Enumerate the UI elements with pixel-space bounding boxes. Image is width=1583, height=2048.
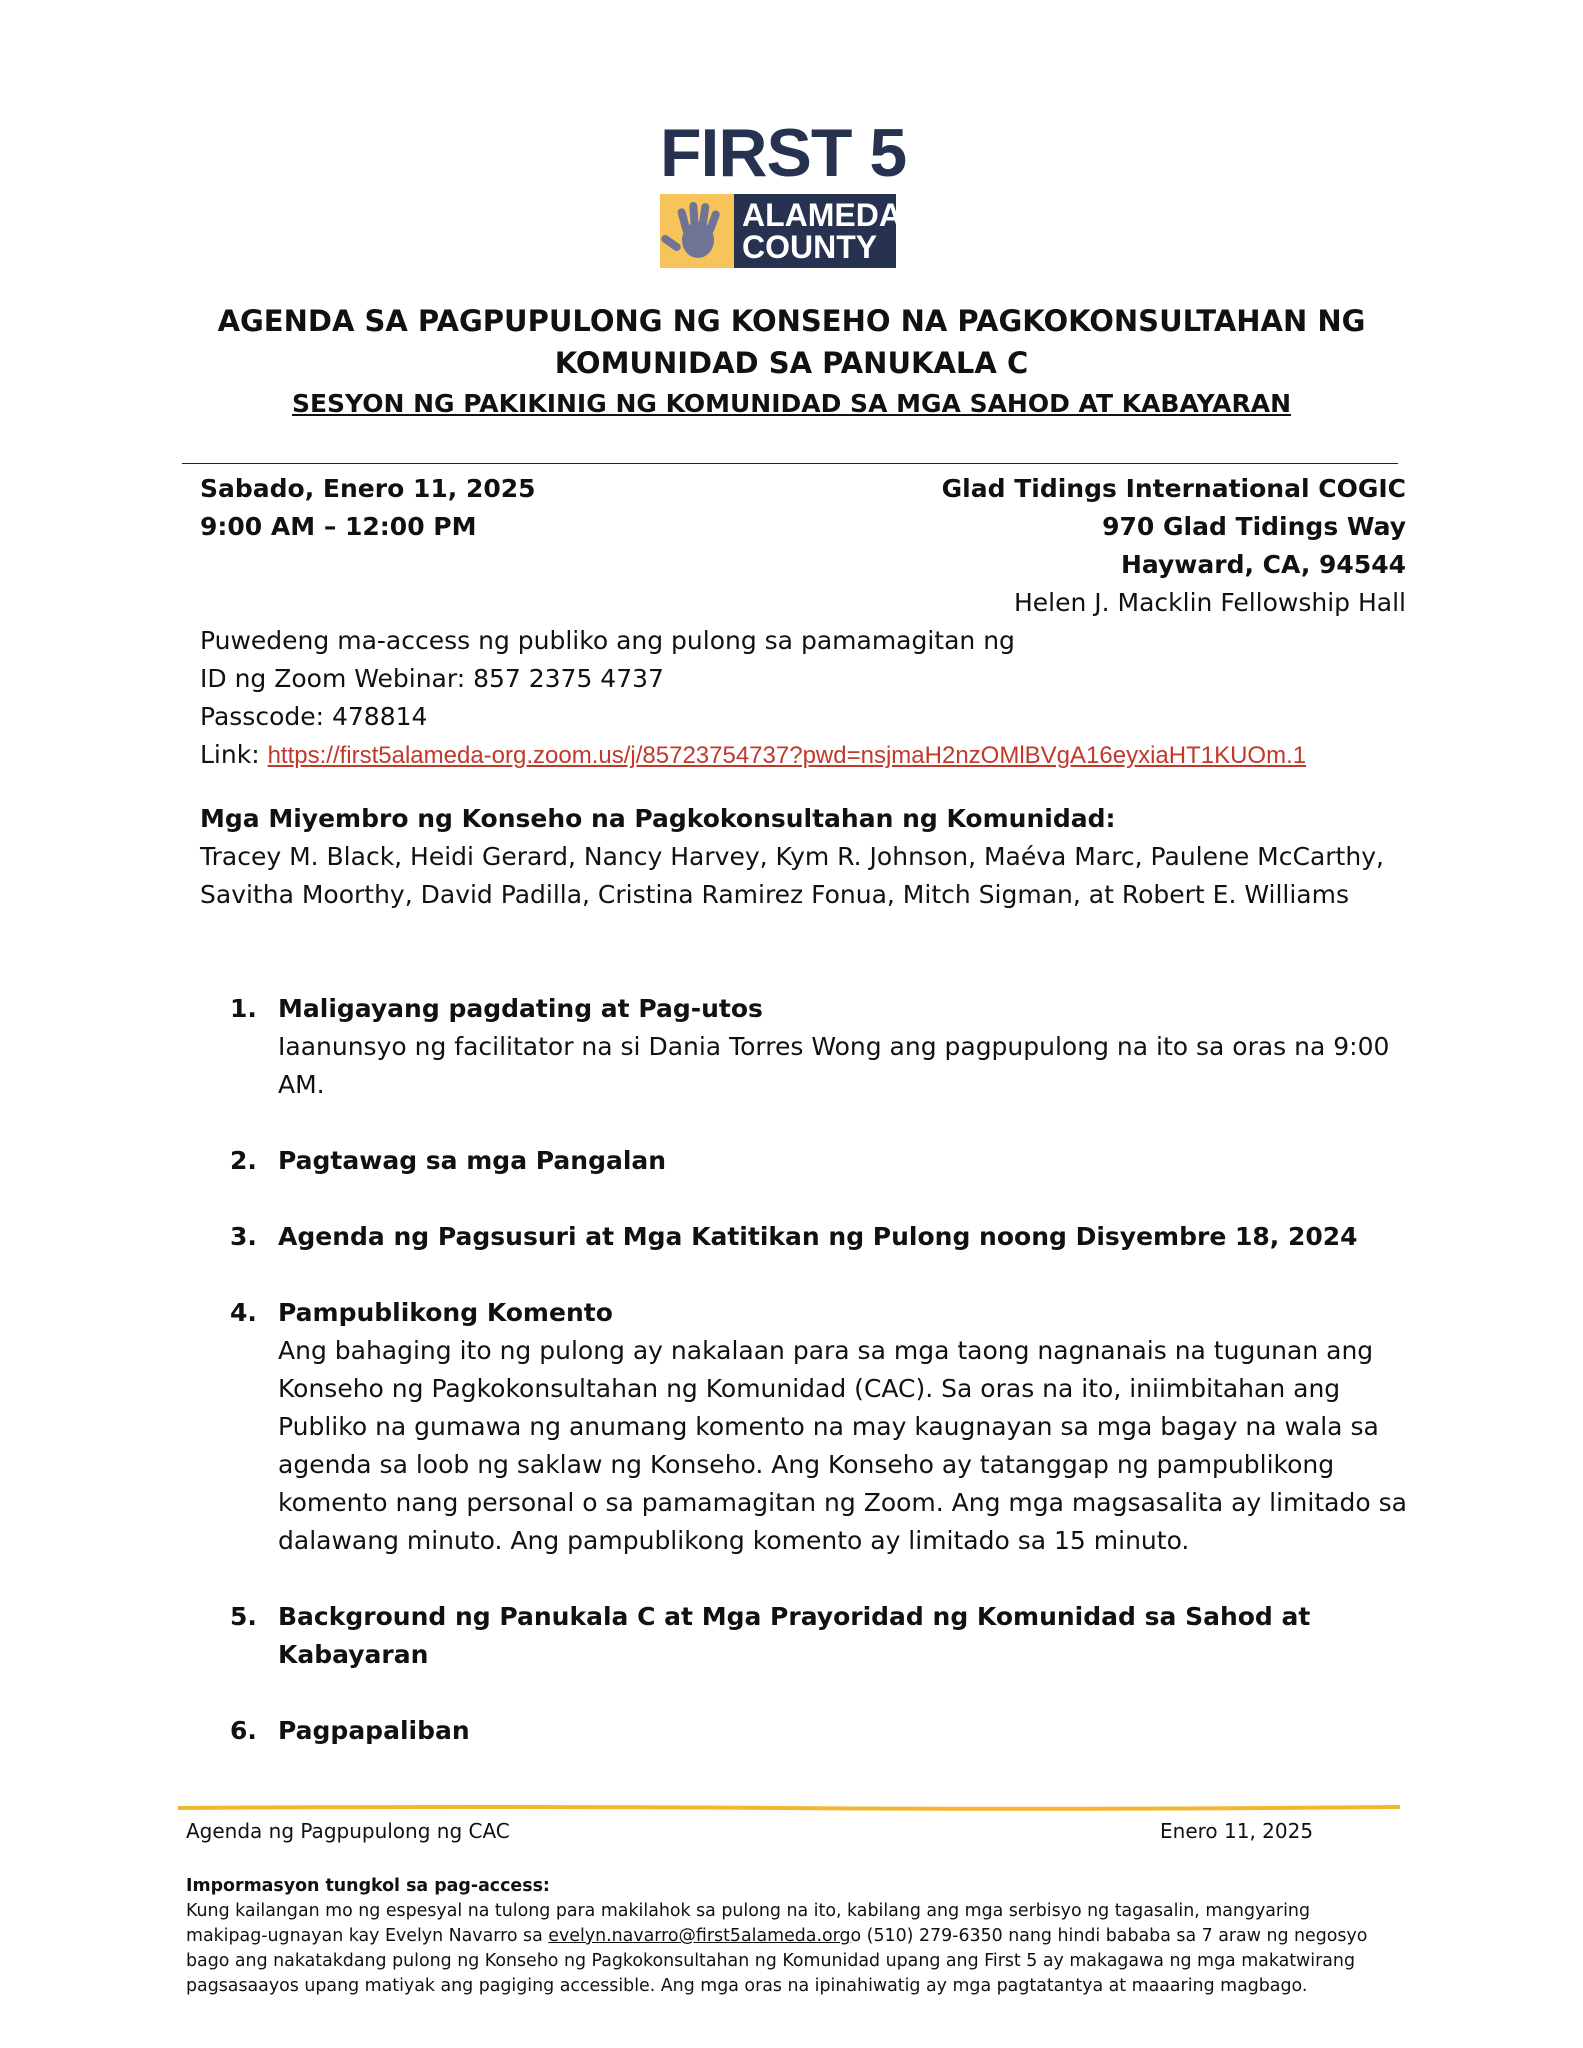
zoom-webinar-id: ID ng Zoom Webinar: 857 2375 4737 [200,664,664,693]
logo-alameda-text: ALAMEDA [742,197,902,233]
agenda-item-number: 4. [230,1298,257,1327]
agenda-item-title: Maligayang pagdating at Pag-utos [278,994,763,1023]
contact-email-link[interactable]: evelyn.navarro@first5alameda.org [548,1926,851,1946]
members-heading: Mga Miyembro ng Konseho na Pagkokonsultahan ng Komunidad: [200,804,1116,833]
members-names: Tracey M. Black, Heidi Gerard, Nancy Harvey, Kym R. Johnson, Maéva Marc, Paulene McCarthy, Savitha Moorthy, David Padilla, Cristina Ramirez Fonua, Mitch Sigman, at Robert E. Williams [200,842,1384,909]
accessibility-note [186,1874,1386,1999]
agenda-item-description: Iaanunsyo ng facilitator na si Dania Torres Wong ang pagpupulong na ito sa oras na 9:00 AM. [278,1032,1390,1099]
agenda-item-description: Ang bahaging ito ng pulong ay nakalaan para sa mga taong nagnanais na tugunan ang Konseho ng Pagkokonsultahan ng Komunidad (CAC). Sa oras na ito, iniimbitahan ang Publiko na gumawa ng anumang komento na may kaugnayan sa mga bagay na wala sa agenda sa loob ng saklaw ng Konseho. Ang Konseho ay tatanggap ng pampublikong komento nang personal o sa pamamagitan ng Zoom. Ang mga magsasalita ay limitado sa dalawang minuto. Ang pampublikong komento ay limitado sa 15 minuto. [278,1336,1407,1555]
agenda-item-number: 6. [230,1716,257,1745]
agenda-item-number: 2. [230,1146,257,1175]
hand-icon [660,194,734,268]
meeting-location [942,470,1406,622]
agenda-item-title: Agenda ng Pagsusuri at Mga Katitikan ng Pulong noong Disyembre 18, 2024 [278,1222,1358,1251]
agenda-item [230,1712,1410,1750]
agenda-item-number: 1. [230,994,257,1023]
logo-county-text: COUNTY [742,229,878,265]
agenda-item-number: 5. [230,1602,257,1631]
accessibility-text-after: o (510) 279-6350 nang hindi bababa sa 7 araw ng negosyo bago ang nakatakdang pulong ng Konseho ng Pagkokonsultahan ng Komunidad upang ang First 5 ay makagawa ng mga makatwirang pagsasaayos upang matiyak ang pagiging accessible. Ang mga oras na ipinahiwatig ay mga pagtatantya at maaaring magbago. [186,1926,1368,1996]
agenda-item [230,1142,1410,1180]
venue-city: Hayward, CA, 94544 [1120,550,1406,579]
agenda-item-title: Pagpapaliban [278,1716,470,1745]
zoom-passcode: Passcode: 478814 [200,702,428,731]
zoom-link-row [200,736,1306,775]
zoom-link[interactable]: https://first5alameda-org.zoom.us/j/85723754737?pwd=nsjmaH2nzOMlBVgA16eyxiaHT1KUOm.1 [267,742,1307,769]
agenda-item-title: Pampublikong Komento [278,1298,613,1327]
venue-hall: Helen J. Macklin Fellowship Hall [1013,588,1406,617]
footer-doc-date: Enero 11, 2025 [1160,1819,1314,1843]
agenda-item-title: Background ng Panukala C at Mga Prayoridad ng Komunidad sa Sahod at Kabayaran [278,1602,1311,1669]
agenda-item-title: Pagtawag sa mga Pangalan [278,1146,667,1175]
meeting-datetime [200,470,536,546]
accessibility-text-before: Kung kailangan mo ng espesyal na tulong para makilahok sa pulong na ito, kabilang ang mga serbisyo ng tagasalin, mangyaring makipag-ugnayan kay Evelyn Navarro sa [186,1901,1310,1946]
footer-divider [178,1805,1400,1811]
header-divider [182,463,1398,464]
council-members [200,800,1410,914]
first5-logo [660,115,907,268]
agenda-item-number: 3. [230,1222,257,1251]
meeting-date: Sabado, Enero 11, 2025 [200,474,536,503]
agenda-item [230,1598,1410,1674]
agenda-item [230,1218,1410,1256]
agenda-item [230,1294,1410,1560]
venue-street: 970 Glad Tidings Way [1102,512,1406,541]
page-subtitle: SESYON NG PAKIKINIG NG KOMUNIDAD SA MGA SAHOD AT KABAYARAN [291,389,1292,418]
access-intro: Puwedeng ma-access ng publiko ang pulong sa pamamagitan ng [200,626,1015,655]
accessibility-heading: Impormasyon tungkol sa pag-access: [186,1876,550,1896]
meeting-time: 9:00 AM – 12:00 PM [200,512,477,541]
logo-first5-text: FIRST 5 [660,115,907,191]
venue-name: Glad Tidings International COGIC [941,474,1406,503]
logo-county-block [734,194,902,268]
zoom-access-info [200,622,1306,775]
agenda-item [230,990,1410,1104]
page-title: AGENDA SA PAGPUPULONG NG KONSEHO NA PAGKOKONSULTAHAN NG KOMUNIDAD SA PANUKALA C [217,304,1366,380]
agenda-list [230,990,1410,1788]
footer-doc-label: Agenda ng Pagpupulong ng CAC [186,1819,510,1843]
zoom-link-label: Link: [200,740,268,769]
